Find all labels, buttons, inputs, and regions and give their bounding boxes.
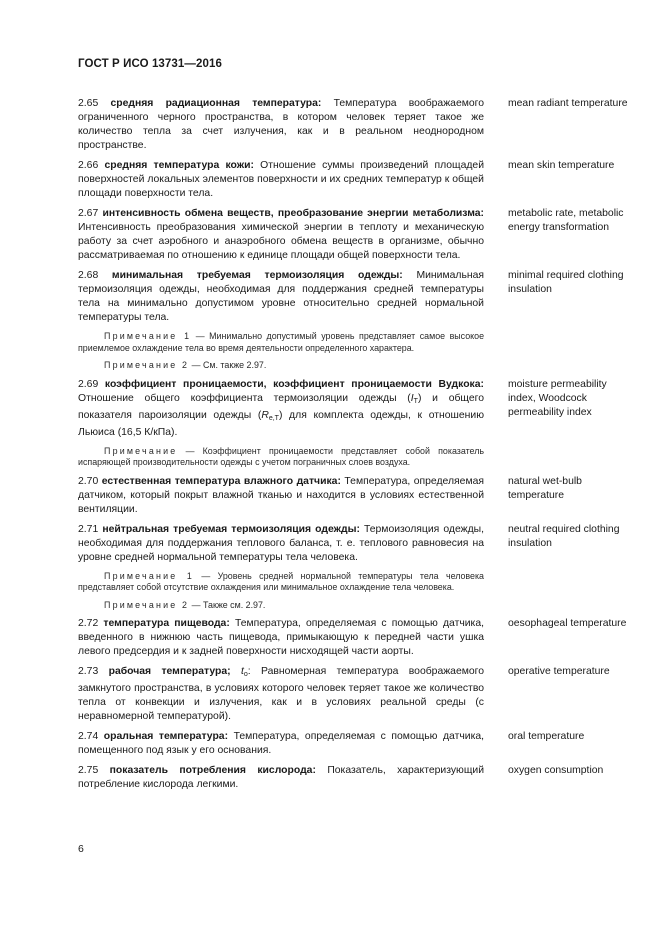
term-text: Отношение суммы произведений площадей поверхностей локальных элементов поверхности и их средних температур к общей площади поверхности тела.: [78, 160, 485, 199]
term-text: Интенсивность преобразования химической энергии в теплоту и механическую работу за счет аэробного и анаэробного обмена веществ в организме, обычно рассматриваемая по отношению к единице площади общей поверхности тела.: [78, 222, 484, 261]
term-number: 2.70: [78, 475, 99, 487]
term-number: 2.73: [78, 666, 99, 677]
term-entry-2-74: [78, 730, 628, 758]
note: [78, 571, 484, 594]
symbol-subscript: T: [413, 397, 418, 405]
term-definition: [78, 764, 484, 792]
term-entry-2-67: [78, 207, 628, 263]
term-name: средняя температура кожи:: [104, 160, 254, 171]
term-number: 2.71: [78, 523, 99, 535]
term-definition: [78, 475, 484, 517]
symbol: t: [240, 666, 244, 677]
term-definition: [78, 730, 484, 758]
term-english: minimal required clothing insulation: [508, 270, 624, 295]
term-text: Температура, определяемая с помощью датчика, помещенного под язык у его основания.: [78, 731, 485, 756]
term-text: Отношение общего коэффициента термоизоляции одежды (: [78, 392, 411, 404]
term-name: оральная температура:: [103, 731, 229, 742]
note: [78, 446, 484, 469]
term-entry-2-66: [78, 159, 628, 201]
note: [78, 600, 484, 612]
term-definition: [78, 97, 484, 153]
term-text: Температура воображаемого ограниченного черного пространства, в котором человек теряет такое же количество тепла за счет излучения, как и в реальном неоднородном пространстве.: [78, 98, 484, 151]
term-english: operative temperature: [508, 666, 610, 677]
note-text: — См. также 2.97.: [191, 360, 267, 370]
symbol: I: [410, 392, 414, 404]
term-definition: [78, 207, 484, 263]
term-entry-2-75: [78, 764, 628, 792]
term-number: 2.67: [78, 208, 99, 219]
term-text: ) для комплекта одежды, к отношению Льюиса (16,5 К/кПа).: [78, 409, 485, 438]
term-entry-2-70: [78, 475, 628, 517]
term-definition: [78, 665, 484, 724]
term-english: metabolic rate, metabolic energy transformation: [508, 208, 624, 233]
term-definition: [78, 523, 484, 565]
term-text: ) и общего показателя пароизоляции одежды (: [78, 392, 484, 421]
term-number: 2.75: [78, 765, 99, 776]
term-entry-2-69: [78, 378, 628, 440]
note-text: — Минимально допустимый уровень представляет самое высокое приемлемое охлаждение тела во время деятельности определенного характера.: [78, 331, 485, 353]
term-number: 2.74: [78, 731, 99, 742]
term-definition: [78, 159, 484, 201]
symbol-subscript: o: [243, 671, 248, 678]
term-name: средняя радиационная температура:: [110, 98, 322, 109]
term-english: oxygen consumption: [508, 765, 604, 776]
symbol-subscript: e,T: [268, 414, 279, 422]
term-number: 2.69: [78, 378, 99, 390]
term-english: oral temperature: [508, 731, 585, 742]
term-text: Температура, определяемая с помощью датчика, введенного в нижнюю часть пищевода, примыкающую к передней части ушка левого предсердия и к задней поверхности нисходящей части аорты.: [78, 618, 484, 657]
term-entry-2-68: [78, 269, 628, 325]
term-english: mean skin temperature: [508, 160, 615, 171]
term-entry-2-65: [78, 97, 628, 153]
term-name: минимальная требуемая термоизоляция одежды:: [111, 270, 403, 281]
document-header: ГОСТ Р ИСО 13731—2016: [78, 58, 223, 70]
term-definition: [78, 617, 484, 659]
term-number: 2.72: [78, 618, 99, 629]
page-number: 6: [78, 843, 84, 855]
term-english: neutral required clothing insulation: [508, 523, 620, 549]
note-text: — Уровень средней нормальной температуры тела человека представляет собой отсутствие охлаждения или минимальное охлаждение тела человека.: [78, 570, 484, 592]
term-english: oesophageal temperature: [508, 618, 627, 629]
term-entry-2-73: [78, 665, 628, 724]
term-name: рабочая температура;: [108, 666, 231, 677]
term-english: moisture permeability index, Woodcock permeability index: [508, 378, 607, 418]
term-english: mean radiant temperature: [508, 98, 628, 109]
term-definition: [78, 378, 484, 440]
term-number: 2.68: [78, 270, 99, 281]
note-text: — Также см. 2.97.: [191, 599, 266, 610]
term-text: Минимальная термоизоляция одежды, необходимая для поддержания средней температуры тела на минимально допустимом уровне относительно средней нормальной температуры тела.: [78, 270, 485, 323]
term-number: 2.65: [78, 98, 99, 109]
note: [78, 331, 484, 354]
term-name: интенсивность обмена веществ, преобразование энергии метаболизма:: [102, 208, 484, 219]
term-text: Показатель, характеризующий потребление кислорода легкими.: [78, 765, 485, 790]
term-name: нейтральная требуемая термоизоляция одежды:: [102, 523, 360, 535]
term-definition: [78, 269, 484, 325]
note-label: Примечание 2: [104, 599, 190, 610]
note-label: Примечание 2: [104, 360, 190, 370]
note-label: Примечание: [104, 445, 178, 456]
term-text: : Равномерная температура воображаемого замкнутого пространства, в условиях которого человек теряет такое же количество тепла от конвекции и излучения, как и в условиях реальной среды (с неравномерной температурой).: [78, 666, 485, 722]
term-name: показатель потребления кислорода:: [109, 765, 316, 776]
note-label: Примечание 1: [104, 570, 195, 581]
term-entry-2-71: [78, 523, 628, 565]
term-english: natural wet-bulb temperature: [508, 475, 582, 501]
term-entry-2-72: [78, 617, 628, 659]
terms-content: [78, 97, 628, 798]
note: [78, 360, 484, 372]
term-name: коэффициент проницаемости, коэффициент проницаемости Вудкока:: [104, 378, 484, 390]
term-text: Температура, определяемая датчиком, который покрыт влажной тканью и находится в условиях естественной вентиляции.: [78, 475, 484, 515]
term-name: температура пищевода:: [103, 618, 230, 629]
symbol: R: [261, 409, 269, 421]
term-number: 2.66: [78, 160, 99, 171]
term-text: Термоизоляция одежды, необходимая для поддержания теплового баланса, т. е. теплового равновесия на уровне средней нормальной температуры тела человека.: [78, 523, 485, 563]
note-label: Примечание 1: [104, 331, 192, 341]
note-text: — Коэффициент проницаемости представляет собой показатель испаряющей производительности одежды с учетом пограничных слоев воздуха.: [78, 445, 484, 467]
term-name: естественная температура влажного датчика:: [101, 475, 341, 487]
